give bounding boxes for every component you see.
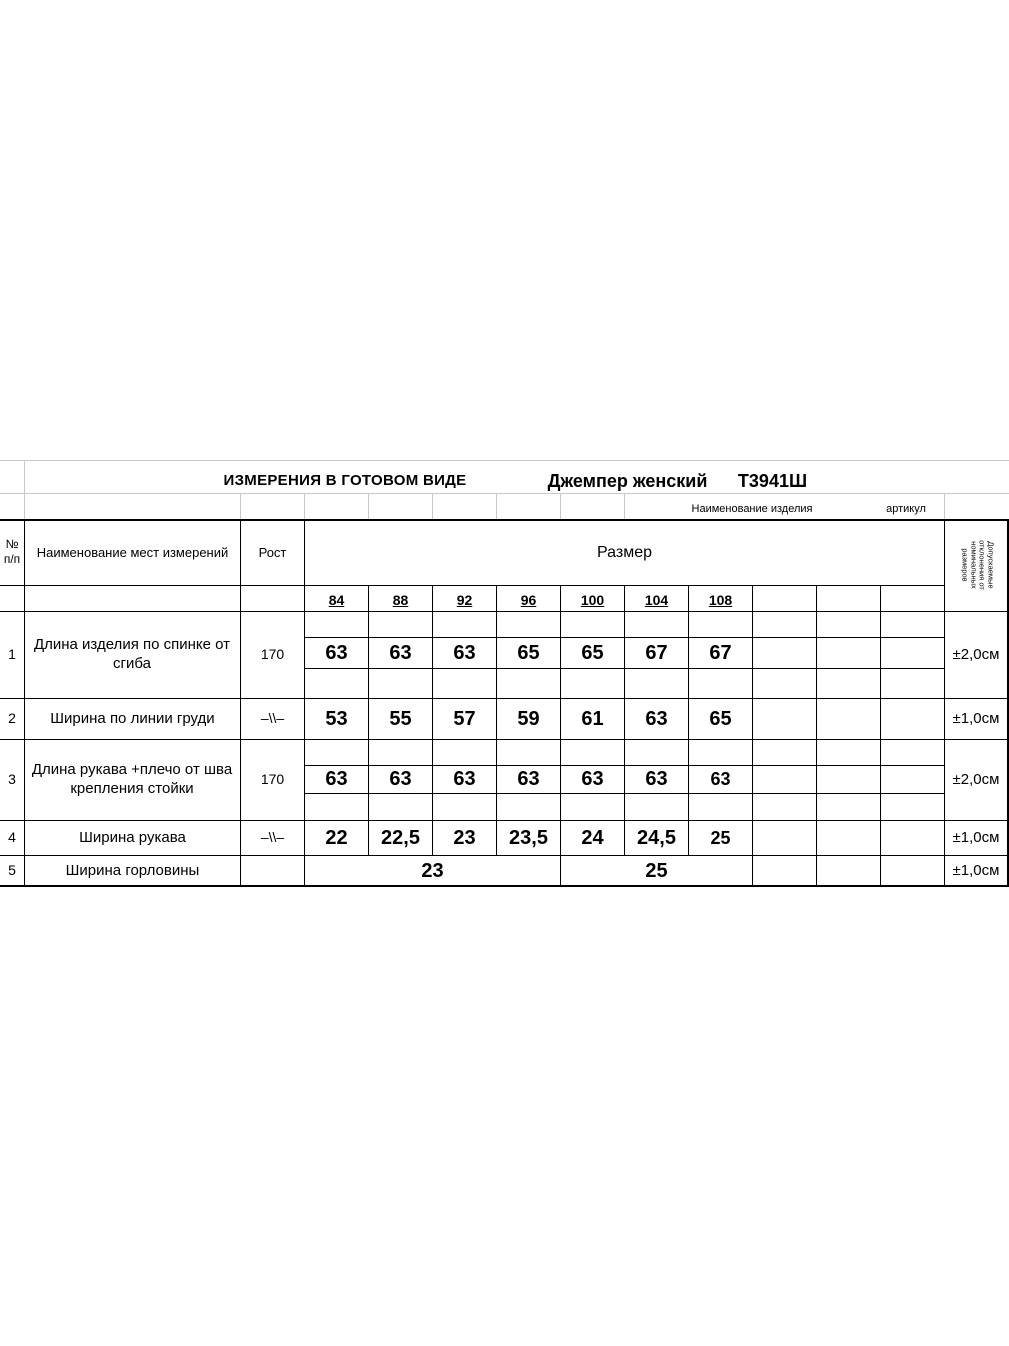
row-4-value-100: 24 [581,826,604,849]
row-2-name: Ширина по линии груди [50,709,215,727]
row-3-value-104: 63 [645,768,668,790]
row-5-value-group-100-108: 25 [645,859,668,882]
row-3-value-84: 63 [325,768,348,790]
row-4-value-84: 22 [325,826,348,849]
row-3-height: 170 [260,771,285,788]
row-5-value-group-84-96: 23 [421,859,444,882]
row-3-tolerance: ±2,0см [952,770,1000,788]
row-1-value-108: 67 [709,641,732,664]
row-5-height [241,856,304,886]
size-88: 88 [392,592,409,609]
size-84: 84 [328,592,345,609]
row-3-value-100: 63 [581,768,604,790]
row-2-value-108: 65 [709,707,732,730]
row-2-value-100: 61 [581,707,604,730]
row-1-number: 1 [8,646,16,663]
row-3-value-92: 63 [453,768,476,790]
row-4-tolerance: ±1,0см [952,828,1000,846]
column-tolerance: Допускаемые отклонения от номинальных размеров [960,540,996,590]
row-1-value-84: 63 [325,641,348,664]
row-5-name: Ширина горловины [65,861,200,879]
sheet-title: ИЗМЕРЕНИЯ В ГОТОВОМ ВИДЕ [223,471,467,489]
row-2-number: 2 [8,710,16,727]
row-4-name: Ширина рукава [79,828,186,846]
row-3-value-88: 63 [389,768,412,790]
product-name-caption: Наименование изделия [691,503,813,516]
product-name: Джемпер женский [547,470,708,491]
row-2-value-104: 63 [645,707,668,730]
row-3-value-96: 63 [517,768,540,790]
row-2-value-96: 59 [517,707,540,730]
size-96: 96 [520,592,537,609]
size-92: 92 [456,592,473,609]
column-height: Рост [258,544,287,560]
row-2-tolerance: ±1,0см [952,709,1000,727]
row-3-name: Длина рукава +плечо от шва крепления стойки [31,761,233,797]
row-3-value-108: 63 [710,769,731,790]
row-2-value-88: 55 [389,707,412,730]
row-4-number: 4 [8,829,16,846]
row-1-value-100: 65 [581,641,604,664]
article-caption: артикул [886,503,926,516]
row-4-value-96: 23,5 [509,826,548,849]
row-5-tolerance: ±1,0см [952,861,1000,879]
row-1-value-96: 65 [517,641,540,664]
row-4-value-108: 25 [710,827,731,848]
row-1-value-92: 63 [453,641,476,664]
column-measure-name: Наименование мест измерений [36,544,229,560]
row-4-value-88: 22,5 [381,826,420,849]
row-4-value-92: 23 [453,826,476,849]
row-2-height: –\\– [260,710,285,727]
row-4-height: –\\– [260,829,285,846]
row-1-height: 170 [260,646,285,663]
article-number: Т3941Ш [737,470,808,491]
row-1-value-88: 63 [389,641,412,664]
size-108: 108 [708,592,733,609]
size-100: 100 [580,592,605,609]
row-5-number: 5 [8,862,16,879]
row-1-tolerance: ±2,0см [952,645,1000,663]
row-4-value-104: 24,5 [637,826,676,849]
row-1-value-104: 67 [645,641,668,664]
column-size: Размер [597,544,652,561]
column-number: № п/п [3,537,21,566]
size-104: 104 [644,592,669,609]
row-3-number: 3 [8,771,16,788]
row-2-value-92: 57 [453,707,476,730]
row-1-name: Длина изделия по спинке от сгиба [33,636,231,672]
row-2-value-84: 53 [325,707,348,730]
